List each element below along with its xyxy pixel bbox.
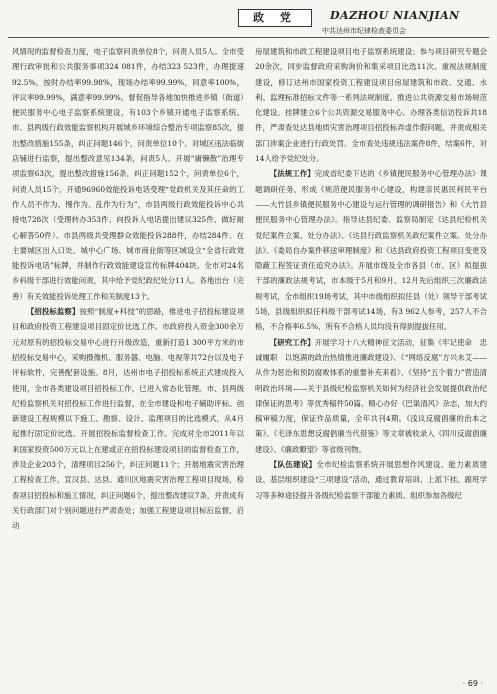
paragraph [12, 304, 244, 533]
paragraph: 房屋建筑和市政工程建设项目电子监察系统建设；参与项目研究专题会20余次，同步监督政府采购询价和集采项目比选11次。重视法规制度建设，修订达州市国家投资工程建设项目房屋建筑和市政、交通、水利、监理标准招标文件等一系列法规制度。推进公共资源交易市场规范化建设。挂牌建立6个公共资源交易服务中心。办理各类信访投诉共18件，严肃查处达县地质灾害治理项目招投标弄虚作假问题，并责成相关部门涉案企业进行行政处罚。全市查处违规违法案件8件，结案6件，对14人给予党纪处分。 [255, 47, 487, 164]
left-column [12, 44, 244, 534]
paragraph-text: 按照“制度+科技”的思路，推进电子招投标建设项目和政府投资工程建设项目固定价比选工作。市政府投入资金300余万元对原有的招投标交易中心进行升级改造，重新打造1 300平方米的市招投标交易中心，采购摄像机、服务器、电脑、电视等共72台以及电子评标软件，完善配套设施。8月，达州市电子招投标系统正式建成投入使用，全市各类建设项目招投标工作，已进入常态化管理。市、县两级纪检监察机关对招投标工作进行监督，在全市建设和电子辅助评标。创新建设工程规模以下施工、勘察、设计、监理项目的比选模式，从4月起推行固定价比选。开展招投标监督检查工作。完成对全市2011年以来国家投资500万元以上在建或正在招投标建设项目的监督检查工作，涉及企业203个，清理项目256个，纠正问题11个；开展地震灾害治理工程检查工作，宣汉县、达县、通川区地震灾害治理工程项目现场，检查项目招投标和施工情况，纠正问题6个，提出整改建议7条，并责成有关行政部门对个别问题进行严肃查处；加强工程建设项目标后监督，启动 [12, 307, 244, 531]
section-tag: 【研究工作】 [269, 337, 315, 347]
paragraph [255, 335, 487, 457]
section-subtitle: 中共达州市纪律检查委员会 [322, 27, 406, 35]
right-column [255, 44, 487, 503]
paragraph [255, 457, 487, 503]
paragraph-text: 全市纪检监察系统开展思想作风建设、能力素质建设、基层组织建设“三项建设”活动，通过教育培训、上派下挂、跟班学习等多种途径提升各级纪检监察干部能力素质。组织参加各级纪 [255, 460, 487, 500]
header-rule [8, 37, 489, 38]
paragraph-text: 完成省纪委下达的《乡镇便民服务中心管理办法》课题调研任务，形成《规范便民服务中心建设，构建亲民惠民利民平台——大竹县乡镇便民服务中心建设与运行管理的调研报告》和《大竹县便民服务中心管理办法》。指导达县纪委、监察局制定《达县纪检机关党纪案件立案、处分办法》、《达县行政监察机关政纪案件立案、处分办法》、《委局自办案件移送审理制度》和《达县政府投资工程项目变更及隐蔽工程签证责任追究办法》。开展市级及全市各县（市、区）拟提拔干部的廉政法规考试，市本级于5月和9月、12月先后组织三次廉政法规考试，全市组织19场考试，其中市级组织拟任县（处）领导干部考试5场，县级组织拟任科级干部考试14场，有3 962人参考，257人不合格，不合格率6.5%，所有不合格人员均没有得到提拔任用。 [255, 169, 487, 332]
section-label: 政 党 [238, 9, 312, 27]
paragraph [255, 166, 487, 334]
paragraph-text: 开展学习十八大精神征文活动，征集《牢记使命 忠诚履职 以饱满的政治热情推进廉政建设》、《“网络反腐”方兴未艾——从作为惩治和预防腐败体系的重要补充来看》、《坚持“五个着力”营造清明政治环境——关于县级纪检监察机关如何为经济社会发展提供政治纪律保证的思考》等优秀稿件50篇。精心办好《巴渠清风》杂志，加大约稿审稿力度，保证作品质量，全年共刊4期。《浅议反腐倡廉的治本之策》、《毛泽东思想反腐倡廉当代借鉴》等文章被收录入《四川反腐倡廉建设》、《廉政瞭望》等省级刊物。 [255, 337, 487, 454]
section-tag: 【招投标监察】 [26, 307, 80, 317]
paragraph: 风情况的监督检查力度，电子监察问责单位8个，问责人员5人。全市受理行政审批和公共服务事项324 081件，办结323 523件，办理提速92.5%，按时办结率99.98%，现场办结率99.99%，同意率100%，评议率99.99%，满意率99.99%。督促指导各地加快推进乡镇（街道）便民服务中心电子监察系统建设，有103个乡镇开通电子监察系统。市、县两级行政效能监察机构开展城乡环境综合整治专项监察85次，提出整改措施155条，纠正问题146个，问责单位10个。对城区违法临街店铺进行监察，提出整改意见134条，问责5人。开展“庸懒散”治理专项监察63次，提出整改措施156条，纠正问题152个，问责单位6个，问责人员15个。开通96960效能投诉电话受理“党政机关及其任命的工作人员不作为、慢作为、乱作为行为”，市县两级行政效能投诉中心共接电728次（受理转办353件、向投诉人电话提出建议325件、做好耐心解答50件）。市县两级共受理群众效能投诉288件，办结284件。在主要城区出入口处、城中心广场、城市商业街等区域设立“全省行政效能投诉电话”标牌，并制作行政效能建设宣传标牌404块。全市对24名乡科级干部进行效能问责，其中给予党纪政纪处分11人。各地出台（完善）有关效能投诉处理工作和关制度13个。 [12, 47, 244, 301]
section-tag: 【法规工作】 [269, 169, 315, 179]
page-number: · 69 · [462, 679, 483, 688]
section-tag: 【队伍建设】 [269, 460, 317, 470]
yearbook-title: DAZHOU NIANJIAN [330, 9, 460, 22]
page-header [0, 0, 497, 40]
